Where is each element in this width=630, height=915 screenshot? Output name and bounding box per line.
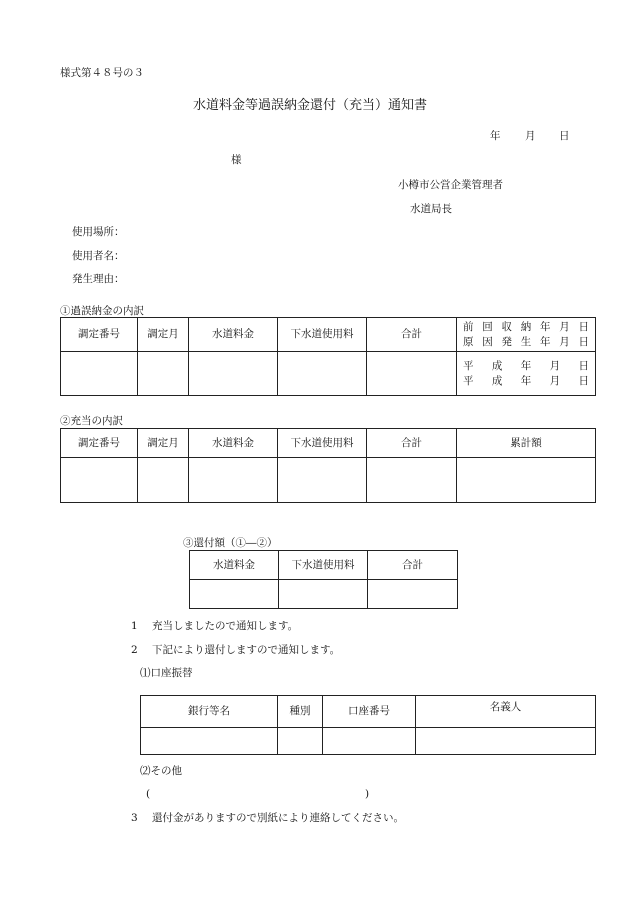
header-last-payment-date: 前回収納年月日 — [463, 320, 589, 333]
note-2-number: 2 — [131, 644, 138, 656]
field-reason-label: 発生理由： — [72, 273, 125, 285]
cell-water-charge[interactable] — [190, 580, 279, 609]
cell-sewer-charge[interactable] — [279, 580, 368, 609]
date-month: 月 — [525, 130, 536, 142]
header-bank-name: 銀行等名 — [141, 696, 278, 728]
header-assessment-month: 調定月 — [138, 429, 189, 458]
header-dates — [457, 318, 596, 352]
header-account-number: 口座番号 — [323, 696, 416, 728]
sub-bank-transfer: ⑴口座振替 — [140, 667, 193, 679]
note-1-text: 充当しましたので通知します。 — [152, 620, 299, 632]
cell-sewer-charge[interactable] — [278, 458, 367, 503]
cell-account-number[interactable] — [323, 728, 416, 755]
cell-bank-name[interactable] — [141, 728, 278, 755]
other-paren-close: ) — [365, 788, 370, 800]
issuer-org: 小樽市公営企業管理者 — [398, 179, 503, 191]
bank-account-table — [140, 695, 596, 755]
other-paren-open: ( — [146, 788, 151, 800]
issuer-title: 水道局長 — [410, 203, 452, 215]
overpayment-table — [60, 317, 596, 396]
header-cause-date: 原因発生年月日 — [463, 335, 589, 348]
note-2-text: 下記により還付しますので通知します。 — [152, 644, 341, 656]
header-assessment-number: 調定番号 — [61, 318, 138, 352]
cell-assessment-month[interactable] — [138, 458, 189, 503]
field-usage-location-label: 使用場所： — [72, 226, 125, 238]
date-day: 日 — [559, 130, 570, 142]
header-account-type: 種別 — [278, 696, 323, 728]
cell-total[interactable] — [367, 352, 457, 396]
header-sewer-charge: 下水道使用料 — [279, 551, 368, 580]
cell-cumulative[interactable] — [457, 458, 596, 503]
note-3-text: 還付金がありますので別紙により連絡してください。 — [152, 812, 404, 824]
header-cumulative: 累計額 — [457, 429, 596, 458]
form-number: 様式第４８号の３ — [60, 67, 144, 79]
cell-assessment-number[interactable] — [61, 458, 138, 503]
header-total: 合計 — [368, 551, 458, 580]
cell-assessment-month[interactable] — [138, 352, 189, 396]
header-water-charge: 水道料金 — [190, 551, 279, 580]
sub-other: ⑵その他 — [140, 765, 182, 777]
cell-water-charge[interactable] — [189, 352, 278, 396]
header-water-charge: 水道料金 — [189, 318, 278, 352]
header-total: 合計 — [367, 318, 457, 352]
note-1-number: 1 — [131, 620, 138, 632]
cell-sewer-charge[interactable] — [278, 352, 367, 396]
document-title: 水道料金等過誤納金還付（充当）通知書 — [193, 98, 428, 113]
cell-account-type[interactable] — [278, 728, 323, 755]
cell-total[interactable] — [368, 580, 458, 609]
header-sewer-charge: 下水道使用料 — [278, 318, 367, 352]
cell-account-holder[interactable] — [416, 728, 596, 755]
header-assessment-month: 調定月 — [138, 318, 189, 352]
section1-heading: ①過誤納金の内訳 — [60, 305, 144, 317]
section2-heading: ②充当の内訳 — [60, 415, 123, 427]
addressee-suffix: 様 — [231, 154, 242, 166]
header-total: 合計 — [367, 429, 457, 458]
appropriation-table — [60, 428, 596, 503]
date-year: 年 — [490, 130, 501, 142]
note-3-number: 3 — [131, 812, 138, 824]
cell-water-charge[interactable] — [189, 458, 278, 503]
cell-dates[interactable] — [457, 352, 596, 396]
header-assessment-number: 調定番号 — [61, 429, 138, 458]
header-water-charge: 水道料金 — [189, 429, 278, 458]
cell-total[interactable] — [367, 458, 457, 503]
header-account-holder: 名義人 — [416, 696, 596, 728]
cell-assessment-number[interactable] — [61, 352, 138, 396]
era-date-row: 平成年月日 — [463, 359, 589, 372]
section3-heading: ③還付額（①―②） — [183, 537, 278, 549]
refund-table — [189, 550, 458, 609]
era-date-row: 平成年月日 — [463, 374, 589, 387]
field-user-name-label: 使用者名： — [72, 250, 125, 262]
header-sewer-charge: 下水道使用料 — [278, 429, 367, 458]
